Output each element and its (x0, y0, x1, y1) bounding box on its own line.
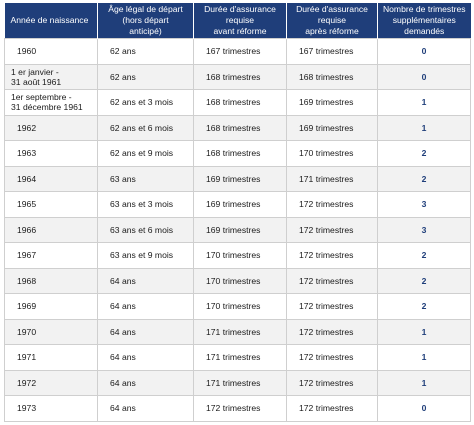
cell-legal-age: 62 ans (98, 39, 194, 65)
cell-duration-after: 172 trimestres (287, 294, 378, 320)
cell-duration-before: 170 trimestres (194, 268, 287, 294)
table-row (5, 319, 471, 345)
table-row (5, 345, 471, 371)
table-row (5, 166, 471, 192)
cell-extra-quarters: 1 (378, 319, 471, 345)
cell-legal-age: 64 ans (98, 345, 194, 371)
cell-duration-after: 172 trimestres (287, 396, 378, 422)
cell-duration-after: 172 trimestres (287, 370, 378, 396)
header-row (5, 3, 471, 39)
cell-extra-quarters: 0 (378, 396, 471, 422)
cell-birth-year: 1963 (5, 141, 98, 167)
cell-duration-before: 169 trimestres (194, 192, 287, 218)
cell-extra-quarters: 3 (378, 217, 471, 243)
cell-birth-year: 1965 (5, 192, 98, 218)
cell-extra-quarters: 2 (378, 141, 471, 167)
cell-extra-quarters: 2 (378, 166, 471, 192)
cell-legal-age: 62 ans (98, 64, 194, 90)
header-duration-before: Durée d'assurance requise avant réforme (194, 3, 287, 39)
cell-birth-year: 1 er janvier - 31 août 1961 (5, 64, 98, 90)
cell-duration-before: 171 trimestres (194, 319, 287, 345)
table-row (5, 268, 471, 294)
cell-birth-year: 1964 (5, 166, 98, 192)
cell-legal-age: 62 ans et 9 mois (98, 141, 194, 167)
cell-legal-age: 64 ans (98, 268, 194, 294)
cell-duration-after: 170 trimestres (287, 141, 378, 167)
cell-duration-before: 172 trimestres (194, 396, 287, 422)
cell-duration-after: 169 trimestres (287, 115, 378, 141)
cell-duration-after: 172 trimestres (287, 268, 378, 294)
cell-extra-quarters: 1 (378, 345, 471, 371)
cell-duration-before: 168 trimestres (194, 64, 287, 90)
cell-extra-quarters: 0 (378, 64, 471, 90)
cell-duration-before: 168 trimestres (194, 115, 287, 141)
cell-extra-quarters: 2 (378, 243, 471, 269)
table-row (5, 115, 471, 141)
cell-birth-year: 1970 (5, 319, 98, 345)
table-row (5, 64, 471, 90)
cell-duration-after: 171 trimestres (287, 166, 378, 192)
cell-legal-age: 64 ans (98, 370, 194, 396)
cell-legal-age: 64 ans (98, 294, 194, 320)
cell-duration-before: 171 trimestres (194, 370, 287, 396)
cell-legal-age: 63 ans et 6 mois (98, 217, 194, 243)
cell-duration-before: 169 trimestres (194, 166, 287, 192)
header-duration-after: Durée d'assurance requise après réforme (287, 3, 378, 39)
cell-birth-year: 1973 (5, 396, 98, 422)
cell-legal-age: 63 ans (98, 166, 194, 192)
cell-birth-year: 1960 (5, 39, 98, 65)
cell-legal-age: 62 ans et 3 mois (98, 90, 194, 116)
cell-duration-before: 168 trimestres (194, 90, 287, 116)
cell-legal-age: 64 ans (98, 319, 194, 345)
table-row (5, 90, 471, 116)
cell-duration-after: 172 trimestres (287, 319, 378, 345)
cell-duration-after: 172 trimestres (287, 345, 378, 371)
cell-legal-age: 64 ans (98, 396, 194, 422)
cell-duration-after: 172 trimestres (287, 217, 378, 243)
cell-duration-before: 170 trimestres (194, 243, 287, 269)
cell-duration-before: 171 trimestres (194, 345, 287, 371)
cell-duration-before: 168 trimestres (194, 141, 287, 167)
cell-duration-after: 168 trimestres (287, 64, 378, 90)
table-header (5, 3, 471, 39)
cell-duration-before: 167 trimestres (194, 39, 287, 65)
cell-birth-year: 1962 (5, 115, 98, 141)
table-body (5, 39, 471, 422)
header-legal-age: Âge légal de départ (hors départ anticipé) (98, 3, 194, 39)
cell-extra-quarters: 1 (378, 370, 471, 396)
retirement-table-container (4, 3, 470, 422)
cell-legal-age: 63 ans et 9 mois (98, 243, 194, 269)
cell-extra-quarters: 3 (378, 192, 471, 218)
table-row (5, 39, 471, 65)
cell-birth-year: 1968 (5, 268, 98, 294)
table-row (5, 396, 471, 422)
cell-duration-before: 169 trimestres (194, 217, 287, 243)
header-birth-year: Année de naissance (5, 3, 98, 39)
cell-extra-quarters: 1 (378, 115, 471, 141)
cell-birth-year: 1972 (5, 370, 98, 396)
cell-duration-after: 172 trimestres (287, 243, 378, 269)
table-row (5, 370, 471, 396)
cell-extra-quarters: 2 (378, 294, 471, 320)
cell-birth-year: 1966 (5, 217, 98, 243)
cell-duration-after: 167 trimestres (287, 39, 378, 65)
cell-legal-age: 62 ans et 6 mois (98, 115, 194, 141)
cell-birth-year: 1967 (5, 243, 98, 269)
cell-extra-quarters: 1 (378, 90, 471, 116)
table-row (5, 192, 471, 218)
cell-extra-quarters: 2 (378, 268, 471, 294)
cell-duration-before: 170 trimestres (194, 294, 287, 320)
retirement-reform-table (4, 3, 471, 422)
cell-birth-year: 1er septembre - 31 décembre 1961 (5, 90, 98, 116)
cell-legal-age: 63 ans et 3 mois (98, 192, 194, 218)
cell-duration-after: 169 trimestres (287, 90, 378, 116)
cell-birth-year: 1969 (5, 294, 98, 320)
cell-birth-year: 1971 (5, 345, 98, 371)
header-extra-quarters: Nombre de trimestres supplémentaires demandés (378, 3, 471, 39)
table-row (5, 243, 471, 269)
table-row (5, 294, 471, 320)
cell-duration-after: 172 trimestres (287, 192, 378, 218)
cell-extra-quarters: 0 (378, 39, 471, 65)
table-row (5, 141, 471, 167)
table-row (5, 217, 471, 243)
